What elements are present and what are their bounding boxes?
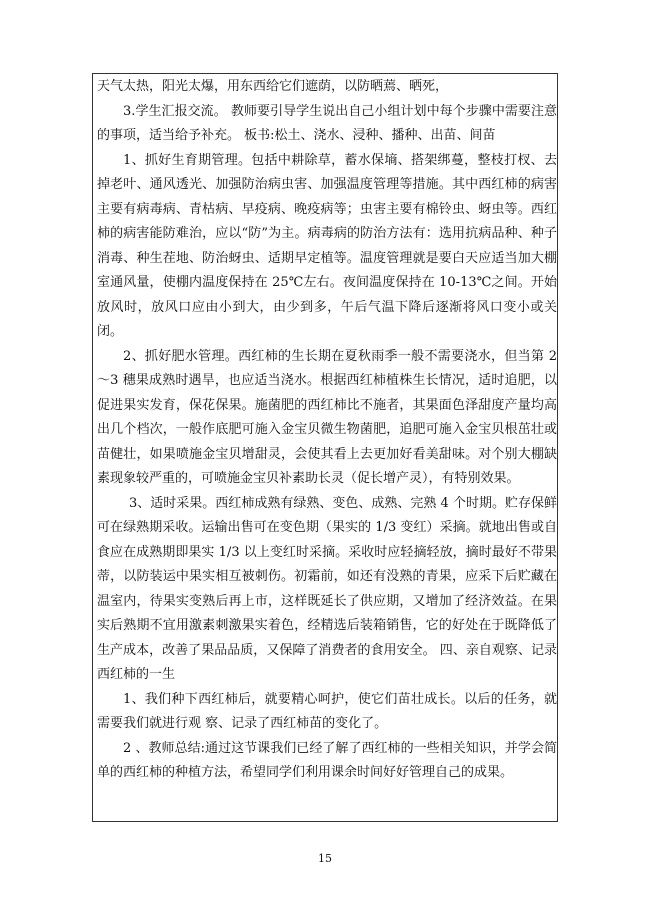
lesson-content <box>97 75 557 786</box>
paragraph-5: 3、适时采果。西红柿成熟有绿熟、变色、成熟、完熟 4 个时期。贮存保鲜可在绿熟期采收。运输出售可在变色期（果实的 1/3 变红）采摘。就地出售或自食应在成熟期即果实 1/3 以上变红时采摘。采收时应轻摘轻放，摘时最好不带果蒂，以防装运中果实相互被刺伤。初霜前，如还有没熟的青果，应采下后贮藏在温室内，待果实变熟后再上市，这样既延长了供应期，又增加了经济效益。在果实后熟期不宜用激素刺激果实着色，经精选后装箱销售，它的好处在于既降低了生产成本，改善了果品品质，又保障了消费者的食用安全。 四、亲自观察、记录西红柿的一生 <box>97 495 557 682</box>
paragraph-6: 1、我们种下西红柿后，就要精心呵护，使它们苗壮成长。以后的任务，就需要我们就进行观 察、记录了西红柿苗的变化了。 <box>97 691 557 731</box>
paragraph-7: 2 、教师总结:通过这节课我们已经了解了西红柿的一些相关知识，并学会简单的西红柿的种植方法，希望同学们利用课余时间好好管理自己的成果。 <box>97 740 557 780</box>
paragraph-4: 2、抓好肥水管理。西红柿的生长期在夏秋雨季一般不需要浇水，但当第 2～3 穗果成熟时遇旱，也应适当浇水。根据西红柿植株生长情况，适时追肥，以促进果实发育，保花保果。施菌肥的西红柿比不施者，其果面色泽甜度产量均高出几个档次，一般作底肥可施入金宝贝微生物菌肥，追肥可施入金宝贝根茁壮或苗健壮，如果喷施金宝贝增甜灵，会使其看上去更加好看美甜味。对个别大棚缺素现象较严重的，可喷施金宝贝补素助长灵（促长增产灵），有特别效果。 <box>97 348 557 486</box>
page-number: 15 <box>318 852 332 865</box>
paragraph-3: 1、抓好生育期管理。包括中耕除草，蓄水保墒、搭架绑蔓，整枝打杈、去掉老叶、通风透光、加强防治病虫害、加强温度管理等措施。其中西红柿的病害主要有病毒病、青枯病、早疫病、晚疫病等；虫害主要有棉铃虫、蚜虫等。西红柿的病害能防难治，应以“防”为主。病毒病的防治方法有：选用抗病品种、种子消毒、种生茬地、防治蚜虫、适期早定植等。温度管理就是要白天应适当加大棚室通风量，使棚内温度保持在 25℃左右。夜间温度保持在 10-13℃之间。开始放风时，放风口应由小到大，由少到多，午后气温下降后逐渐将风口变小或关闭。 <box>97 152 557 339</box>
paragraph-2: 3.学生汇报交流。 教师要引导学生说出自己小组计划中每个步骤中需要注意的事项，适当给予补充。 板书:松土、浇水、浸种、播种、出苗、间苗 <box>97 103 557 143</box>
paragraph-1: 天气太热，阳光太爆，用东西给它们遮荫，以防晒蔫、晒死， <box>97 79 449 94</box>
